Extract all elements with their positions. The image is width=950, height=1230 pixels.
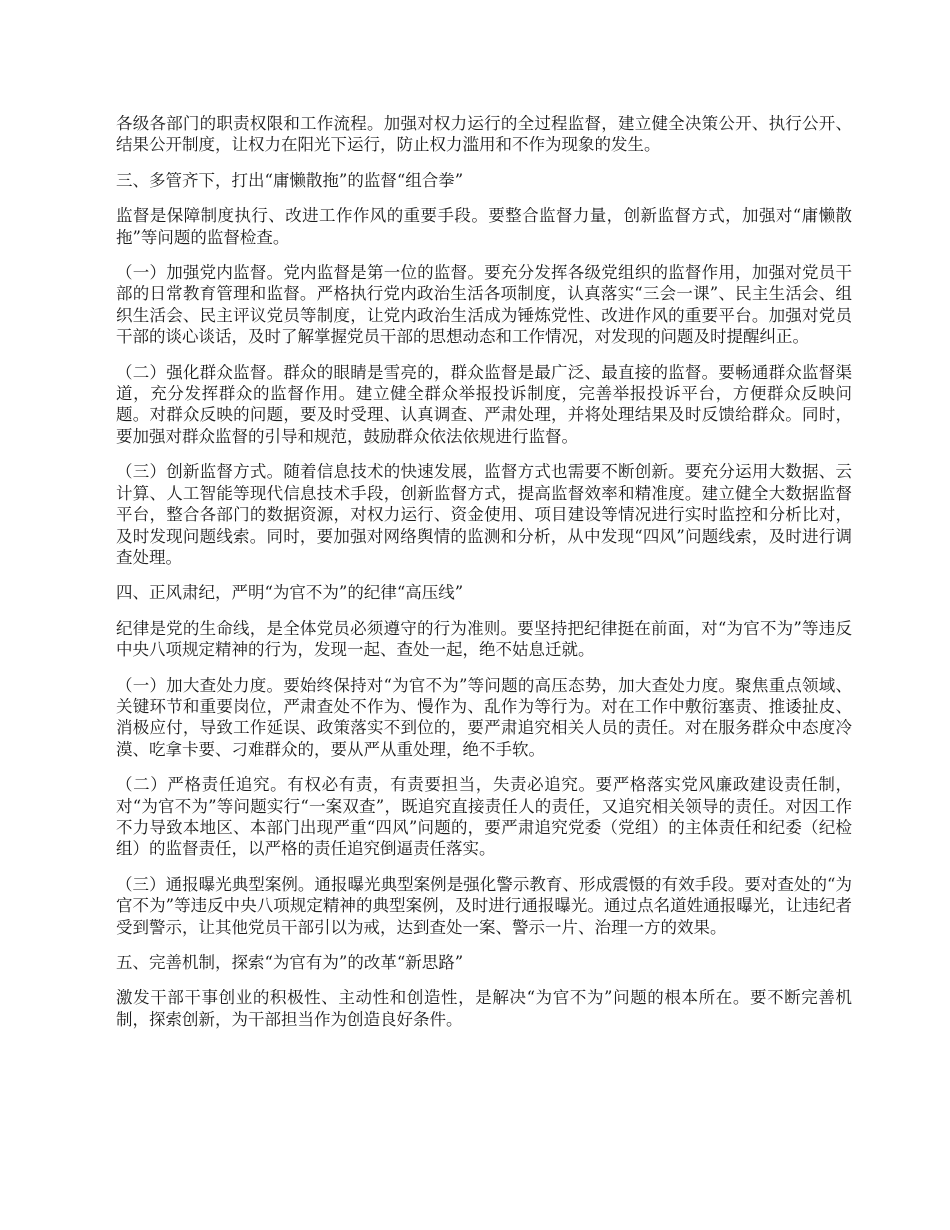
paragraph: 各级各部门的职责权限和工作流程。加强对权力运行的全过程监督，建立健全决策公开、执行公开、结果公开制度，让权力在阳光下运行，防止权力滥用和不作为现象的发生。 bbox=[116, 114, 852, 155]
document-body bbox=[116, 113, 852, 1044]
paragraph: 监督是保障制度执行、改进工作作风的重要手段。要整合监督力量，创新监督方式，加强对“庸懒散拖”等问题的监督检查。 bbox=[116, 206, 852, 247]
section-heading: 三、多管齐下，打出“庸懒散拖”的监督“组合拳” bbox=[116, 170, 464, 190]
section-heading: 四、正风肃纪，严明“为官不为”的纪律“高压线” bbox=[116, 583, 464, 603]
paragraph: 纪律是党的生命线，是全体党员必须遵守的行为准则。要坚持把纪律挺在前面，对“为官不为”等违反中央八项规定精神的行为，发现一起、查处一起，绝不姑息迁就。 bbox=[116, 618, 852, 660]
paragraph: （一）加大查处力度。要始终保持对“为官不为”等问题的高压态势，加大查处力度。聚焦重点领域、关键环节和重要岗位，严肃查处不作为、慢作为、乱作为等行为。对在工作中敷衍塞责、推诿扯皮、消极应付，导致工作延误、政策落实不到位的，要严肃追究相关人员的责任。对在服务群众中态度冷漠、吃拿卡要、刁难群众的，要从严从重处理，绝不手软。 bbox=[116, 675, 852, 759]
paragraph: （三）创新监督方式。随着信息技术的快速发展，监督方式也需要不断创新。要充分运用大数据、云计算、人工智能等现代信息技术手段，创新监督方式，提高监督效率和精准度。建立健全大数据监督平台，整合各部门的数据资源，对权力运行、资金使用、项目建设等情况进行实时监控和分析比对，及时发现问题线索。同时，要加强对网络舆情的监测和分析，从中发现“四风”问题线索，及时进行调查处理。 bbox=[116, 462, 852, 567]
paragraph: （一）加强党内监督。党内监督是第一位的监督。要充分发挥各级党组织的监督作用，加强对党员干部的日常教育管理和监督。严格执行党内政治生活各项制度，认真落实“三会一课”、民主生活会、组织生活会、民主评议党员等制度，让党内政治生活成为锤炼党性、改进作风的重要平台。加强对党员干部的谈心谈话，及时了解掌握党员干部的思想动态和工作情况，对发现的问题及时提醒纠正。 bbox=[116, 263, 852, 347]
paragraph: （三）通报曝光典型案例。通报曝光典型案例是强化警示教育、形成震慑的有效手段。要对查处的“为官不为”等违反中央八项规定精神的典型案例，及时进行通报曝光。通过点名道姓通报曝光，让违纪者受到警示，让其他党员干部引以为戒，达到查处一案、警示一片、治理一方的效果。 bbox=[116, 874, 852, 937]
section-heading: 五、完善机制，探索“为官有为”的改革“新思路” bbox=[116, 953, 464, 972]
paragraph: （二）严格责任追究。有权必有责，有责要担当，失责必追究。要严格落实党风廉政建设责任制，对“为官不为”等问题实行“一案双查”，既追究直接责任人的责任，又追究相关领导的责任。对因工作不力导致本地区、本部门出现严重“四风”问题的，要严肃追究党委（党组）的主体责任和纪委（纪检组）的监督责任，以严格的责任追究倒逼责任落实。 bbox=[116, 775, 852, 859]
paragraph: 激发干部干事创业的积极性、主动性和创造性，是解决“为官不为”问题的根本所在。要不断完善机制，探索创新，为干部担当作为创造良好条件。 bbox=[116, 988, 852, 1029]
paragraph: （二）强化群众监督。群众的眼睛是雪亮的，群众监督是最广泛、最直接的监督。要畅通群众监督渠道，充分发挥群众的监督作用。建立健全群众举报投诉制度，完善举报投诉平台，方便群众反映问题。对群众反映的问题，要及时受理、认真调查、严肃处理，并将处理结果及时反馈给群众。同时，要加强对群众监督的引导和规范，鼓励群众依法依规进行监督。 bbox=[116, 362, 852, 446]
